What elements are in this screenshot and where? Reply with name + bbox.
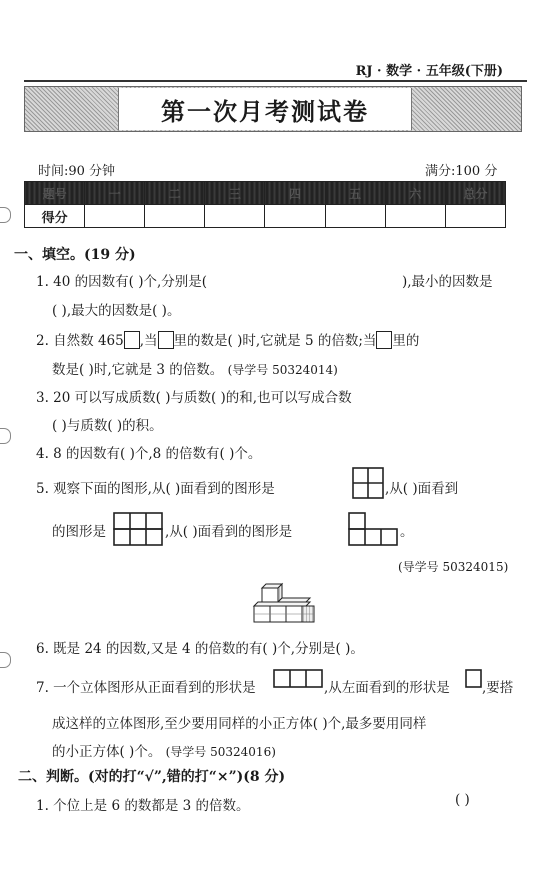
- q5-line-2a: 的图形是: [52, 524, 106, 540]
- q5-line-1a: 5. 观察下面的图形,从( )面看到的图形是: [36, 481, 275, 497]
- q1-line-2: ( ),最大的因数是( )。: [52, 303, 181, 319]
- q2-ref: (导学号 50324014): [227, 363, 338, 377]
- header-cell: 总分: [445, 182, 505, 205]
- header-cell: 题号: [25, 182, 85, 205]
- q7-line-3: [52, 740, 276, 760]
- q1-line-1a: 1. 40 的因数有( )个,分别是(: [36, 274, 208, 290]
- q2-text-d: 里的: [392, 333, 420, 349]
- score-table-row: [25, 205, 506, 228]
- header-cell: 一: [85, 182, 145, 205]
- score-cell[interactable]: [205, 205, 265, 228]
- total-score: 满分:100 分: [425, 164, 498, 179]
- judge-q1: 1. 个位上是 6 的数都是 3 的倍数。: [36, 798, 250, 814]
- section-2-heading: 二、判断。(对的打“√”,错的打“×”)(8 分): [18, 769, 286, 785]
- score-cell[interactable]: [385, 205, 445, 228]
- q2-text-b: ,当: [139, 333, 158, 349]
- q7-line-1a: 7. 一个立体图形从正面看到的形状是: [36, 680, 256, 696]
- section-1-heading: 一、填空。(19 分): [14, 247, 136, 263]
- score-cell[interactable]: [265, 205, 325, 228]
- q4-line: 4. 8 的因数有( )个,8 的倍数有( )个。: [36, 446, 262, 462]
- q2-text-e: 数是( )时,它就是 3 的倍数。: [52, 362, 224, 378]
- q7-ref: (导学号 50324016): [165, 745, 276, 759]
- header-cell: 三: [205, 182, 265, 205]
- header-cell: 五: [325, 182, 385, 205]
- q7-line-1c: ,要搭: [482, 680, 514, 696]
- q2-text-a: 2. 自然数 465: [36, 333, 124, 349]
- score-table-header: [25, 182, 506, 205]
- view-l-shape-icon: [348, 512, 400, 546]
- q3-line-1: 3. 20 可以写成质数( )与质数( )的和,也可以写成合数: [36, 390, 352, 406]
- q5-ref: (导学号 50324015): [398, 560, 509, 574]
- digit-box: [376, 331, 392, 349]
- q7-line-1b: ,从左面看到的形状是: [324, 680, 450, 696]
- view-grid-2x2-icon: [352, 467, 384, 499]
- binding-mark: [0, 207, 11, 223]
- exam-time: 时间:90 分钟: [38, 164, 116, 179]
- left-view-square-icon: [465, 669, 483, 689]
- q5-line-1b: ,从( )面看到: [385, 481, 459, 497]
- header-cell: 二: [145, 182, 205, 205]
- q3-line-2: ( )与质数( )的积。: [52, 418, 163, 434]
- score-label: 得分: [25, 205, 85, 228]
- score-cell[interactable]: [325, 205, 385, 228]
- header-rule: [24, 80, 527, 82]
- q1-line-1b: ),最小的因数是: [402, 274, 493, 290]
- score-cell[interactable]: [445, 205, 505, 228]
- score-cell[interactable]: [85, 205, 145, 228]
- digit-box: [124, 331, 140, 349]
- q2-text-c: 里的数是( )时,它就是 5 的倍数;当: [173, 333, 377, 349]
- judge-q1-blank[interactable]: ( ): [455, 792, 470, 808]
- digit-box: [158, 331, 174, 349]
- score-cell[interactable]: [145, 205, 205, 228]
- page-title: 第一次月考测试卷: [118, 88, 412, 130]
- score-table: [24, 181, 506, 228]
- binding-mark: [0, 428, 11, 444]
- header-cell: 四: [265, 182, 325, 205]
- q5-line-2b: ,从( )面看到的图形是: [165, 524, 293, 540]
- view-row-3-icon: [113, 512, 165, 546]
- q7-text-e: 的小正方体( )个。: [52, 744, 162, 760]
- q7-line-2: 成这样的立体图形,至少要用同样的小正方体( )个,最多要用同样: [52, 716, 427, 732]
- front-view-row-icon: [273, 669, 325, 689]
- q6-line: 6. 既是 24 的因数,又是 4 的倍数的有( )个,分别是( )。: [36, 641, 364, 657]
- q5-line-2c: 。: [400, 524, 414, 540]
- header-cell: 六: [385, 182, 445, 205]
- binding-mark: [0, 652, 11, 668]
- q2-line-2: [52, 358, 338, 378]
- book-series: RJ · 数学 · 五年级(下册): [355, 64, 503, 79]
- cube-stack-figure: [252, 580, 324, 628]
- q2-line-1: [36, 329, 419, 349]
